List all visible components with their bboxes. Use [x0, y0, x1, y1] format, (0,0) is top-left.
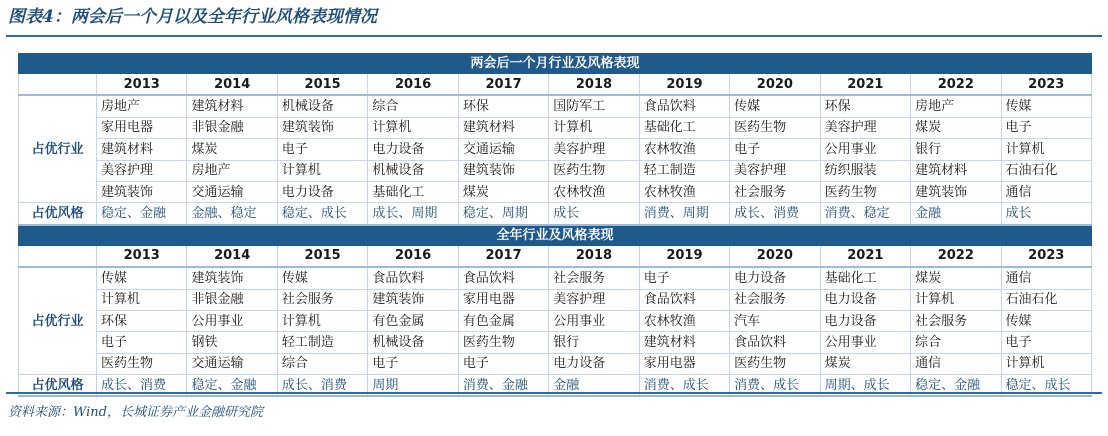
industry-cell: 房地产 [187, 160, 277, 181]
industry-cell: 建筑材料 [639, 332, 729, 353]
style-cell: 消费、稳定 [820, 203, 910, 225]
industry-cell: 电子 [1001, 117, 1091, 138]
industry-cell: 轻工制造 [277, 332, 367, 353]
industry-cell: 建筑材料 [187, 95, 277, 117]
year-header: 2019 [639, 74, 729, 96]
industry-cell: 计算机 [368, 117, 458, 138]
industry-cell: 电子 [1001, 332, 1091, 353]
year-header: 2013 [97, 245, 187, 267]
industry-cell: 社会服务 [277, 289, 367, 310]
year-header: 2021 [820, 74, 910, 96]
style-cell: 消费、成长 [639, 375, 729, 397]
industry-cell: 计算机 [1001, 139, 1091, 160]
year-header: 2018 [549, 74, 639, 96]
industry-cell: 电子 [368, 353, 458, 374]
industry-cell: 建筑装饰 [911, 181, 1001, 202]
industry-cell: 银行 [911, 139, 1001, 160]
year-header: 2020 [730, 245, 820, 267]
year-header-row [19, 74, 1092, 96]
style-cell: 成长 [549, 203, 639, 225]
style-cell: 稳定、金融 [97, 203, 187, 225]
year-header: 2022 [911, 245, 1001, 267]
industry-cell: 家用电器 [639, 353, 729, 374]
industry-cell: 传媒 [1001, 310, 1091, 331]
industry-cell: 电子 [277, 139, 367, 160]
industry-cell: 综合 [911, 332, 1001, 353]
industry-cell: 电子 [97, 332, 187, 353]
leading-style-label: 占优风格 [19, 203, 97, 225]
industry-cell: 石油石化 [1001, 160, 1091, 181]
industry-cell: 国防军工 [549, 95, 639, 117]
leading-industry-label: 占优行业 [19, 267, 97, 374]
industry-cell: 环保 [458, 95, 548, 117]
industry-row [19, 310, 1092, 331]
industry-row [19, 332, 1092, 353]
industry-cell: 食品饮料 [730, 332, 820, 353]
industry-cell: 有色金属 [368, 310, 458, 331]
industry-cell: 农林牧渔 [639, 181, 729, 202]
style-cell: 稳定、周期 [458, 203, 548, 225]
industry-cell: 食品饮料 [639, 289, 729, 310]
industry-cell: 汽车 [730, 310, 820, 331]
industry-cell: 电子 [730, 139, 820, 160]
style-cell: 稳定、成长 [1001, 375, 1091, 397]
industry-cell: 建筑装饰 [187, 267, 277, 289]
industry-cell: 农林牧渔 [639, 310, 729, 331]
industry-cell: 交通运输 [187, 353, 277, 374]
industry-row [19, 139, 1092, 160]
industry-row [19, 289, 1092, 310]
style-cell: 成长 [1001, 203, 1091, 225]
industry-cell: 食品饮料 [639, 95, 729, 117]
year-header: 2016 [368, 245, 458, 267]
year-header: 2015 [277, 245, 367, 267]
industry-cell: 建筑材料 [97, 139, 187, 160]
year-header-blank [19, 74, 97, 96]
style-cell: 稳定、金融 [187, 375, 277, 397]
industry-cell: 非银金融 [187, 117, 277, 138]
year-header: 2018 [549, 245, 639, 267]
industry-cell: 综合 [277, 353, 367, 374]
industry-cell: 计算机 [97, 289, 187, 310]
industry-cell: 煤炭 [187, 139, 277, 160]
year-header: 2020 [730, 74, 820, 96]
industry-cell: 医药生物 [458, 332, 548, 353]
industry-cell: 建筑材料 [911, 160, 1001, 181]
industry-cell: 食品饮料 [458, 267, 548, 289]
industry-cell: 农林牧渔 [549, 181, 639, 202]
source-note: 资料来源：Wind，长城证券产业金融研究院 [8, 405, 263, 420]
industry-cell: 计算机 [277, 310, 367, 331]
industry-cell: 电力设备 [368, 139, 458, 160]
style-cell: 成长、消费 [97, 375, 187, 397]
industry-cell: 医药生物 [730, 117, 820, 138]
industry-row [19, 267, 1092, 289]
industry-cell: 计算机 [549, 117, 639, 138]
industry-cell: 通信 [1001, 267, 1091, 289]
industry-cell: 石油石化 [1001, 289, 1091, 310]
industry-cell: 社会服务 [549, 267, 639, 289]
industry-cell: 煤炭 [820, 353, 910, 374]
industry-cell: 农林牧渔 [639, 139, 729, 160]
industry-cell: 机械设备 [368, 160, 458, 181]
style-cell: 消费、金融 [458, 375, 548, 397]
industry-cell: 钢铁 [187, 332, 277, 353]
industry-cell: 机械设备 [368, 332, 458, 353]
style-cell: 金融、稳定 [187, 203, 277, 225]
industry-cell: 电子 [458, 353, 548, 374]
industry-cell: 家用电器 [97, 117, 187, 138]
industry-cell: 房地产 [97, 95, 187, 117]
year-header: 2017 [458, 74, 548, 96]
industry-cell: 机械设备 [277, 95, 367, 117]
year-header: 2017 [458, 245, 548, 267]
industry-cell: 电子 [639, 267, 729, 289]
industry-cell: 公用事业 [549, 310, 639, 331]
industry-cell: 美容护理 [549, 289, 639, 310]
industry-cell: 综合 [368, 95, 458, 117]
industry-cell: 煤炭 [458, 181, 548, 202]
industry-row [19, 181, 1092, 202]
industry-cell: 建筑材料 [458, 117, 548, 138]
year-header: 2019 [639, 245, 729, 267]
industry-cell: 通信 [911, 353, 1001, 374]
industry-cell: 交通运输 [187, 181, 277, 202]
industry-cell: 电力设备 [549, 353, 639, 374]
year-header: 2022 [911, 74, 1001, 96]
style-cell: 成长、消费 [730, 203, 820, 225]
industry-cell: 食品饮料 [368, 267, 458, 289]
industry-cell: 医药生物 [820, 181, 910, 202]
industry-cell: 医药生物 [97, 353, 187, 374]
section-header-row [19, 225, 1092, 246]
industry-row [19, 160, 1092, 181]
industry-cell: 建筑装饰 [458, 160, 548, 181]
industry-row [19, 117, 1092, 138]
industry-cell: 公用事业 [820, 139, 910, 160]
year-header: 2015 [277, 74, 367, 96]
industry-cell: 基础化工 [639, 117, 729, 138]
industry-cell: 社会服务 [730, 289, 820, 310]
industry-cell: 煤炭 [911, 117, 1001, 138]
industry-cell: 煤炭 [911, 267, 1001, 289]
leading-style-label: 占优风格 [19, 375, 97, 397]
industry-cell: 传媒 [277, 267, 367, 289]
style-cell: 稳定、成长 [277, 203, 367, 225]
industry-cell: 有色金属 [458, 310, 548, 331]
industry-cell: 医药生物 [549, 160, 639, 181]
industry-cell: 通信 [1001, 181, 1091, 202]
performance-table [18, 53, 1092, 397]
style-cell: 金融 [549, 375, 639, 397]
bottom-rule [6, 392, 1102, 394]
year-header: 2023 [1001, 245, 1091, 267]
year-header: 2023 [1001, 74, 1091, 96]
year-header-row [19, 245, 1092, 267]
industry-cell: 轻工制造 [639, 160, 729, 181]
style-cell: 消费、周期 [639, 203, 729, 225]
industry-cell: 环保 [97, 310, 187, 331]
style-cell: 消费、成长 [730, 375, 820, 397]
year-header: 2014 [187, 74, 277, 96]
style-row [19, 203, 1092, 225]
industry-cell: 医药生物 [730, 353, 820, 374]
industry-cell: 计算机 [911, 289, 1001, 310]
industry-row [19, 353, 1092, 374]
section-header-row [19, 54, 1092, 74]
industry-cell: 美容护理 [820, 117, 910, 138]
industry-cell: 社会服务 [911, 310, 1001, 331]
industry-cell: 基础化工 [368, 181, 458, 202]
industry-cell: 计算机 [1001, 353, 1091, 374]
industry-cell: 传媒 [730, 95, 820, 117]
figure-title: 图表4：两会后一个月以及全年行业风格表现情况 [8, 7, 377, 27]
section-header: 两会后一个月行业及风格表现 [19, 54, 1092, 74]
year-header: 2016 [368, 74, 458, 96]
industry-cell: 基础化工 [820, 267, 910, 289]
industry-cell: 美容护理 [97, 160, 187, 181]
style-cell: 周期、成长 [820, 375, 910, 397]
industry-cell: 电力设备 [730, 267, 820, 289]
industry-cell: 传媒 [1001, 95, 1091, 117]
year-header: 2014 [187, 245, 277, 267]
industry-cell: 美容护理 [730, 160, 820, 181]
industry-cell: 电力设备 [277, 181, 367, 202]
industry-cell: 公用事业 [187, 310, 277, 331]
top-rule [6, 35, 1102, 37]
industry-cell: 传媒 [97, 267, 187, 289]
industry-cell: 环保 [820, 95, 910, 117]
industry-cell: 非银金融 [187, 289, 277, 310]
industry-cell: 建筑装饰 [277, 117, 367, 138]
industry-cell: 电力设备 [820, 310, 910, 331]
industry-cell: 房地产 [911, 95, 1001, 117]
year-header: 2021 [820, 245, 910, 267]
style-cell: 成长、周期 [368, 203, 458, 225]
industry-row [19, 95, 1092, 117]
industry-cell: 家用电器 [458, 289, 548, 310]
industry-cell: 纺织服装 [820, 160, 910, 181]
industry-cell: 建筑装饰 [97, 181, 187, 202]
industry-cell: 银行 [549, 332, 639, 353]
industry-cell: 社会服务 [730, 181, 820, 202]
style-cell: 周期 [368, 375, 458, 397]
industry-cell: 美容护理 [549, 139, 639, 160]
leading-industry-label: 占优行业 [19, 95, 97, 202]
industry-cell: 电力设备 [820, 289, 910, 310]
industry-cell: 公用事业 [820, 332, 910, 353]
style-cell: 成长、消费 [277, 375, 367, 397]
year-header-blank [19, 245, 97, 267]
style-cell: 金融 [911, 203, 1001, 225]
style-cell: 稳定、金融 [911, 375, 1001, 397]
industry-cell: 交通运输 [458, 139, 548, 160]
industry-cell: 建筑装饰 [368, 289, 458, 310]
year-header: 2013 [97, 74, 187, 96]
section-header: 全年行业及风格表现 [19, 225, 1092, 246]
industry-cell: 计算机 [277, 160, 367, 181]
